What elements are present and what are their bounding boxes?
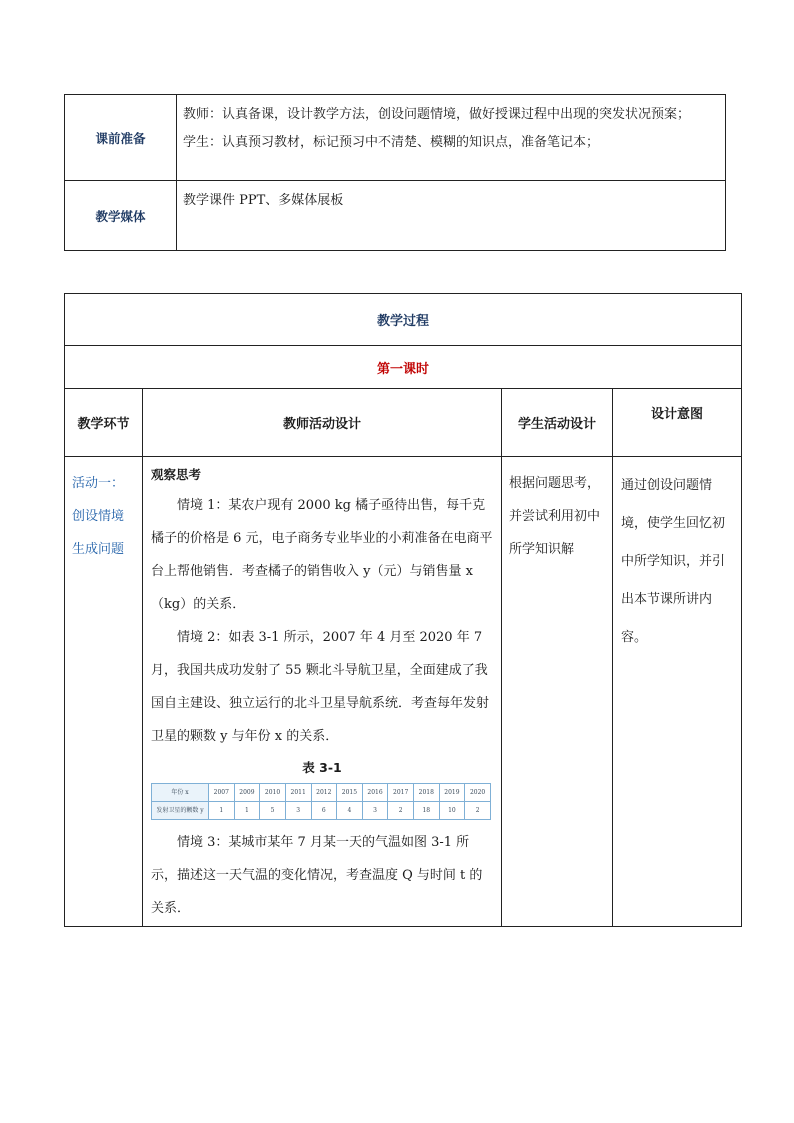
table-caption: 表 3-1 <box>302 760 342 775</box>
count-cell: 1 <box>209 802 235 820</box>
student-prep: 学生：认真预习教材，标记预习中不清楚、模糊的知识点，准备笔记本； <box>183 135 600 150</box>
process-title: 教学过程 <box>65 294 742 346</box>
teacher-prep: 教师：认真备课，设计教学方法，创设问题情境，做好授课过程中出现的突发状况预案； <box>183 107 691 122</box>
activity-line-3: 生成问题 <box>72 542 125 557</box>
count-cell: 2 <box>465 802 491 820</box>
activity-line-2: 创设情境 <box>72 509 125 524</box>
count-cell: 3 <box>285 802 311 820</box>
count-cell: 5 <box>260 802 286 820</box>
student-activity-cell: 根据问题思考，并尝试利用初中所学知识解 <box>502 457 613 927</box>
header-teacher: 教师活动设计 <box>143 389 502 457</box>
observe-heading: 观察思考 <box>151 467 202 482</box>
year-cell: 2012 <box>311 784 337 802</box>
lesson-label: 第一课时 <box>65 346 742 389</box>
count-cell: 18 <box>414 802 440 820</box>
prep-label: 课前准备 <box>65 95 177 181</box>
header-stage: 教学环节 <box>65 389 143 457</box>
intent-cell: 通过创设问题情境，使学生回忆初中所学知识，并引出本节课所讲内容。 <box>613 457 742 927</box>
scenario-2: 情境 2：如表 3-1 所示，2007 年 4 月至 2020 年 7 月，我国共成功发射了 55 颗北斗导航卫星，全面建成了我国自主建设、独立运行的北斗卫星导航系统．考查每年发射卫星的颗数 y 与年份 x 的关系． <box>151 630 490 744</box>
year-cell: 2017 <box>388 784 414 802</box>
count-cell: 1 <box>234 802 260 820</box>
media-label: 教学媒体 <box>65 181 177 251</box>
year-header: 年份 x <box>152 784 209 802</box>
count-cell: 10 <box>439 802 465 820</box>
satellite-table <box>151 783 491 820</box>
prep-table <box>64 94 726 251</box>
scenario-1: 情境 1：某农户现有 2000 kg 橘子亟待出售，每千克橘子的价格是 6 元，电子商务专业毕业的小莉准备在电商平台上帮他销售．考查橘子的销售收入 y（元）与销售量 x（kg）的关系． <box>151 498 493 612</box>
year-cell: 2009 <box>234 784 260 802</box>
activity-cell <box>65 457 143 927</box>
year-cell: 2007 <box>209 784 235 802</box>
count-cell: 6 <box>311 802 337 820</box>
activity-line-1: 活动一： <box>72 476 125 491</box>
year-cell: 2016 <box>362 784 388 802</box>
year-cell: 2010 <box>260 784 286 802</box>
year-cell: 2018 <box>414 784 440 802</box>
count-cell: 2 <box>388 802 414 820</box>
year-cell: 2011 <box>285 784 311 802</box>
count-cell: 3 <box>362 802 388 820</box>
prep-content <box>177 95 726 181</box>
year-cell: 2020 <box>465 784 491 802</box>
header-student: 学生活动设计 <box>502 389 613 457</box>
media-content: 教学课件 PPT、多媒体展板 <box>177 181 726 251</box>
count-cell: 4 <box>337 802 363 820</box>
year-cell: 2019 <box>439 784 465 802</box>
scenario-3: 情境 3：某城市某年 7 月某一天的气温如图 3-1 所示，描述这一天气温的变化情况，考查温度 Q 与时间 t 的关系． <box>151 835 483 916</box>
teacher-activity-cell <box>143 457 502 927</box>
year-cell: 2015 <box>337 784 363 802</box>
count-header: 发射卫星的颗数 y <box>152 802 209 820</box>
header-intent: 设计意图 <box>613 389 742 457</box>
process-table <box>64 293 742 927</box>
